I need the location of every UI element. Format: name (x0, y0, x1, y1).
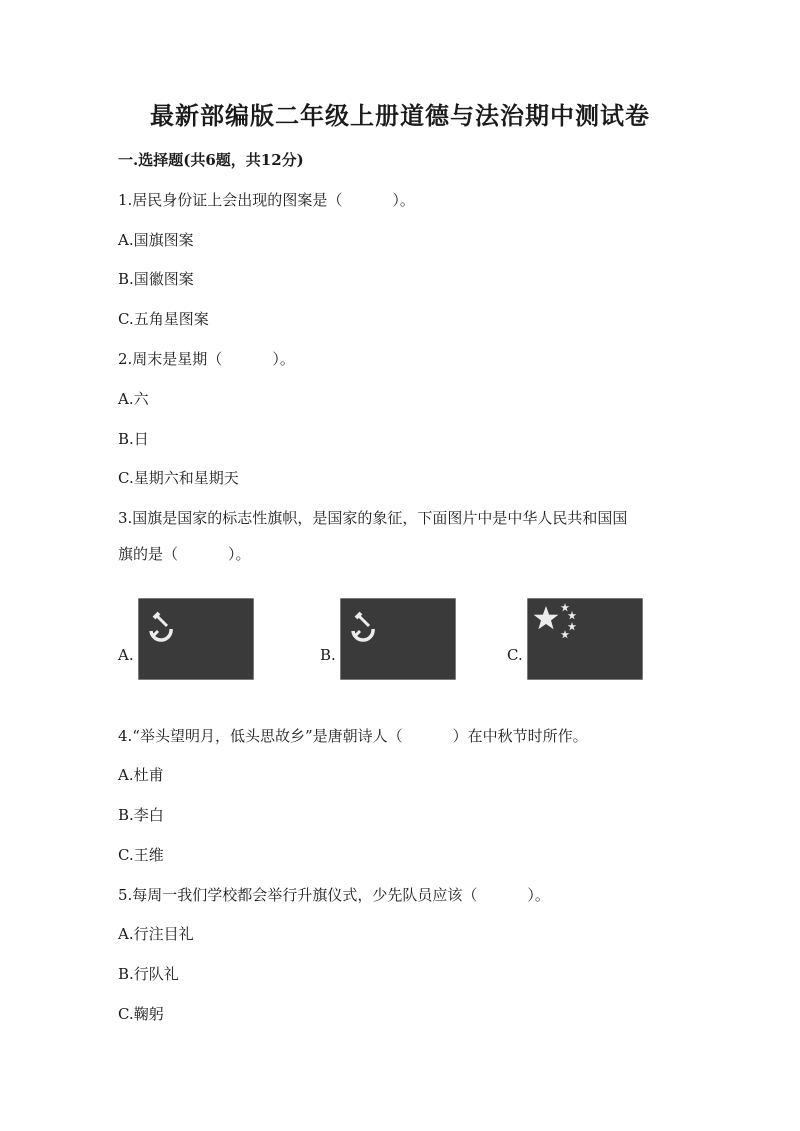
option-letter-c: C. (507, 646, 523, 664)
question-3-text-pre: 旗的是（ (118, 545, 179, 563)
option-letter-a: A. (118, 646, 134, 664)
question-1-option-b: B.国徽图案 (118, 270, 194, 288)
question-2-text-pre: 2.周末是星期（ (118, 350, 223, 368)
question-3-line-1: 3.国旗是国家的标志性旗帜，是国家的象征，下面图片中是中华人民共和国国 (118, 509, 628, 527)
question-5-text-pre: 5.每周一我们学校都会举行升旗仪式，少先队员应该（ (118, 886, 478, 904)
question-1-option-a: A.国旗图案 (118, 231, 194, 249)
question-5 (118, 884, 550, 905)
question-4-option-c: C.王维 (118, 846, 164, 864)
question-5-option-a: A.行注目礼 (118, 925, 194, 943)
question-3-line-2 (118, 543, 251, 564)
question-4 (118, 725, 588, 746)
question-2-option-c: C.星期六和星期天 (118, 469, 239, 487)
question-4-text-pre: 4.“举头望明月，低头思故乡”是唐朝诗人（ (118, 727, 403, 745)
page-title: 最新部编版二年级上册道德与法治期中测试卷 (150, 101, 650, 130)
option-letter-b: B. (320, 646, 336, 664)
question-5-option-c: C.鞠躬 (118, 1005, 164, 1023)
question-3-option-c (507, 598, 647, 680)
question-3-text-post: ）。 (228, 545, 251, 563)
question-2-option-b: B.日 (118, 430, 149, 448)
hammer-sickle-flag-icon (340, 598, 456, 680)
hammer-sickle-flag-icon (138, 598, 254, 680)
question-4-text-post: ）在中秋节时所作。 (452, 727, 588, 745)
question-5-option-b: B.行队礼 (118, 965, 179, 983)
question-3-option-b (320, 598, 460, 680)
question-3-option-a (118, 598, 258, 680)
question-4-option-b: B.李白 (118, 806, 164, 824)
question-1-text-pre: 1.居民身份证上会出现的图案是（ (118, 191, 343, 209)
section-heading: 一.选择题(共6题，共12分) (118, 151, 304, 169)
question-2-option-a: A.六 (118, 390, 149, 408)
question-5-text-post: ）。 (527, 886, 550, 904)
question-4-option-a: A.杜甫 (118, 766, 164, 784)
question-1-option-c: C.五角星图案 (118, 310, 209, 328)
question-1 (118, 189, 415, 210)
question-2 (118, 348, 295, 369)
question-2-text-post: ）。 (272, 350, 295, 368)
question-1-text-post: ）。 (392, 191, 415, 209)
five-star-flag-icon (527, 598, 643, 680)
